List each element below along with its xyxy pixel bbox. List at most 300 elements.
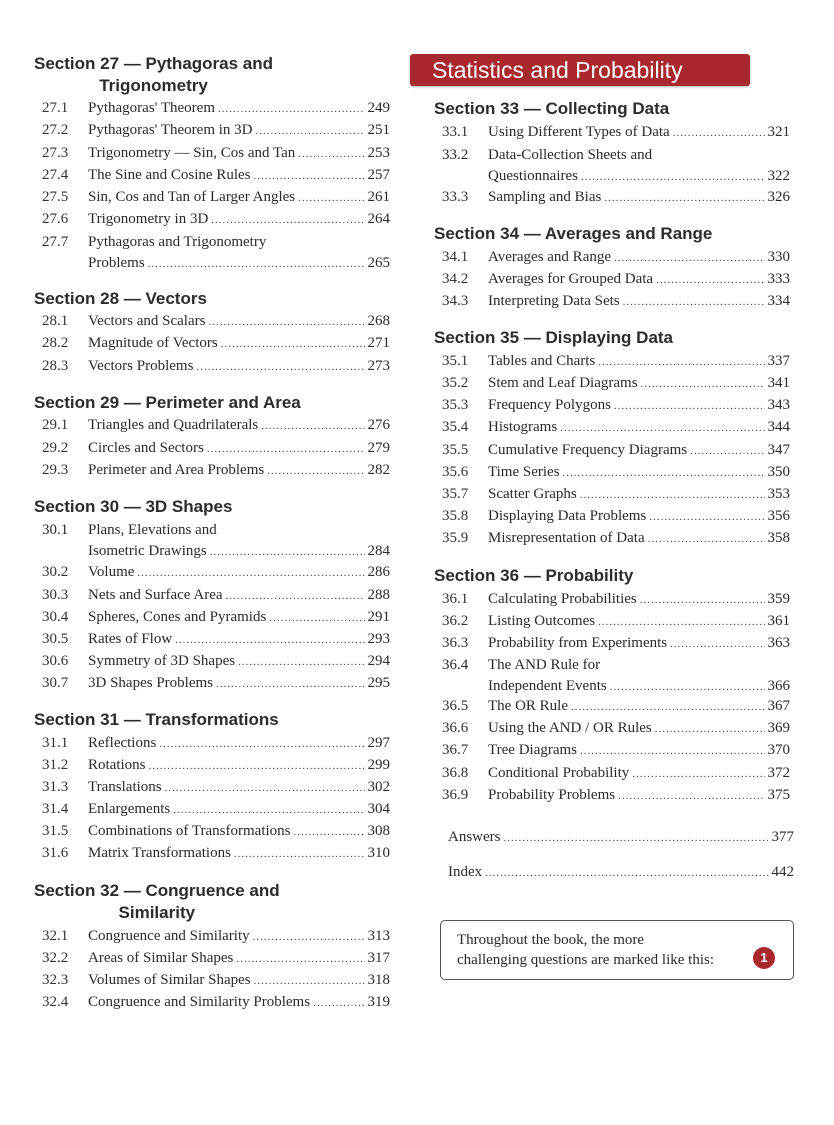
leader-dots: [581, 166, 765, 188]
entry-number: 36.7: [442, 742, 469, 758]
entry-number: 27.3: [42, 145, 69, 161]
entry-title: Congruence and Similarity: [88, 928, 250, 944]
toc-entry[interactable]: [42, 310, 390, 333]
entry-title-line-1: Data-Collection Sheets and: [488, 147, 653, 163]
entry-body: [88, 732, 390, 755]
entry-number: 29.3: [42, 462, 69, 478]
entry-title: Misrepresentation of Data: [488, 530, 645, 546]
entry-title: Rates of Flow: [88, 631, 173, 647]
entry-title: Trigonometry in 3D: [88, 211, 209, 227]
toc-entry[interactable]: [42, 925, 390, 948]
leader-dots: [218, 98, 365, 120]
entry-body: [488, 246, 790, 269]
entry-number: 35.3: [442, 397, 469, 413]
index-label: Index: [448, 864, 483, 880]
entry-number: 30.4: [42, 609, 69, 625]
entry-number: 36.2: [442, 613, 469, 629]
answers-page: 377: [771, 829, 794, 845]
entry-number: 36.9: [442, 787, 469, 803]
entry-title-line-2: Problems: [88, 255, 145, 271]
index-page: 442: [771, 864, 794, 880]
entry-title: Histograms: [488, 419, 558, 435]
leader-dots: [173, 799, 364, 821]
section-heading: [434, 223, 712, 245]
toc-entry[interactable]: [42, 991, 390, 1014]
leader-dots: [641, 373, 765, 395]
toc-entry[interactable]: [42, 208, 390, 231]
leader-dots: [571, 696, 765, 718]
leader-dots: [580, 484, 765, 506]
entry-body: [488, 483, 790, 506]
entry-page: 297: [367, 735, 390, 751]
toc-entry[interactable]: [42, 142, 390, 165]
entry-body: [488, 527, 790, 550]
toc-entry[interactable]: [442, 290, 790, 313]
leader-dots: [670, 633, 764, 655]
leader-dots: [165, 777, 365, 799]
toc-entry[interactable]: [42, 947, 390, 970]
entry-page: 369: [767, 720, 790, 736]
entry-title-line-2-row: [88, 252, 390, 275]
section-heading: [34, 709, 279, 731]
section-heading-line-1: Section 32 — Congruence and: [34, 881, 280, 900]
entry-number: 27.6: [42, 211, 69, 227]
entry-body: [488, 461, 790, 484]
entry-number: 30.7: [42, 675, 69, 691]
leader-dots: [207, 438, 365, 460]
entry-number: 27.1: [42, 100, 69, 116]
entry-page: 264: [367, 211, 390, 227]
entry-page: 343: [767, 397, 790, 413]
leader-dots: [261, 415, 364, 437]
entry-body: [88, 164, 390, 187]
toc-entry[interactable]: [42, 355, 390, 378]
entry-number: 30.1: [42, 522, 69, 538]
entry-body: [488, 695, 790, 718]
toc-entry[interactable]: [442, 632, 790, 655]
challenge-badge-icon: 1: [753, 947, 775, 969]
entry-body: [488, 505, 790, 528]
toc-entry[interactable]: [42, 186, 390, 209]
toc-entry[interactable]: [442, 527, 790, 550]
toc-entry[interactable]: [42, 231, 390, 275]
entry-number: 27.7: [42, 234, 69, 250]
section-heading: [34, 392, 301, 414]
toc-entry[interactable]: [42, 459, 390, 482]
entry-page: 294: [367, 653, 390, 669]
leader-dots: [614, 395, 765, 417]
toc-entry[interactable]: [442, 394, 790, 417]
section-heading: [434, 327, 673, 349]
entry-title: Spheres, Cones and Pyramids: [88, 609, 267, 625]
entry-body: [488, 394, 790, 417]
entry-number: 31.5: [42, 823, 69, 839]
entry-body: [488, 588, 790, 611]
leader-dots: [598, 351, 764, 373]
entry-title-line-2-row: [88, 540, 390, 563]
toc-entry[interactable]: [442, 186, 790, 209]
entry-number: 28.3: [42, 358, 69, 374]
entry-title: Probability from Experiments: [488, 635, 668, 651]
entry-number: 32.3: [42, 972, 69, 988]
leader-dots: [210, 541, 365, 563]
entry-number: 32.4: [42, 994, 69, 1010]
entry-title: Averages and Range: [488, 249, 612, 265]
entry-page: 334: [767, 293, 790, 309]
toc-entry[interactable]: [42, 561, 390, 584]
leader-dots: [234, 843, 365, 865]
entry-title: Conditional Probability: [488, 765, 630, 781]
leader-dots: [254, 970, 365, 992]
entry-body: [488, 416, 790, 439]
entry-body: [88, 355, 390, 378]
leader-dots: [253, 165, 364, 187]
entry-number: 34.2: [442, 271, 469, 287]
toc-entry[interactable]: [42, 97, 390, 120]
section-heading-line-1: Section 31 — Transformations: [34, 710, 279, 729]
leader-dots: [208, 311, 364, 333]
toc-entry[interactable]: [42, 119, 390, 142]
entry-title: Circles and Sectors: [88, 440, 204, 456]
section-heading-line-1: Section 35 — Displaying Data: [434, 328, 674, 347]
entry-title-line-2-row: [488, 165, 790, 188]
entry-title: Tables and Charts: [488, 353, 596, 369]
entry-number: 30.3: [42, 587, 69, 603]
toc-entry[interactable]: [42, 842, 390, 865]
entry-body: [88, 925, 390, 948]
leader-dots: [563, 462, 765, 484]
section-heading: [34, 288, 207, 310]
entry-title: 3D Shapes Problems: [88, 675, 213, 691]
entry-page: 358: [767, 530, 790, 546]
leader-dots: [618, 785, 764, 807]
entry-body: [88, 991, 390, 1014]
leader-dots: [623, 291, 765, 313]
toc-entry[interactable]: [442, 350, 790, 373]
entry-title: Interpreting Data Sets: [488, 293, 620, 309]
entry-number: 28.2: [42, 335, 69, 351]
statistics-probability-banner: Statistics and Probability: [410, 54, 750, 86]
toc-entry[interactable]: [42, 584, 390, 607]
toc-entry[interactable]: [442, 505, 790, 528]
toc-entry[interactable]: [42, 820, 390, 843]
entry-number: 33.1: [442, 124, 469, 140]
leader-dots: [211, 209, 364, 231]
entry-page: 304: [367, 801, 390, 817]
entry-page: 359: [767, 591, 790, 607]
toc-entry[interactable]: [442, 695, 790, 718]
entry-body: [88, 798, 390, 821]
entry-number: 35.6: [442, 464, 469, 480]
entry-page: 353: [767, 486, 790, 502]
entry-page: 337: [767, 353, 790, 369]
entry-number: 28.1: [42, 313, 69, 329]
note-line-1: Throughout the book, the more: [457, 932, 645, 948]
entry-title: Sampling and Bias: [488, 189, 602, 205]
leader-dots: [255, 120, 364, 142]
toc-entry[interactable]: [442, 588, 790, 611]
entry-title: Triangles and Quadrilaterals: [88, 417, 259, 433]
entry-body: [488, 610, 790, 633]
leader-dots: [504, 827, 769, 849]
entry-number: 29.2: [42, 440, 69, 456]
entry-title-line-2: Isometric Drawings: [88, 543, 207, 559]
section-heading-line-1: Section 28 — Vectors: [34, 289, 207, 308]
section-heading-line-1: Section 33 — Collecting Data: [434, 99, 670, 118]
challenge-note-box: [440, 920, 794, 980]
entry-page: 268: [367, 313, 390, 329]
entry-number: 35.4: [442, 419, 469, 435]
entry-body: [88, 820, 390, 843]
entry-page: 284: [367, 543, 390, 559]
leader-dots: [226, 585, 365, 607]
entry-body: [88, 628, 390, 651]
entry-page: 273: [367, 358, 390, 374]
section-heading-line-1: Section 29 — Perimeter and Area: [34, 393, 301, 412]
entry-page: 375: [767, 787, 790, 803]
toc-entry[interactable]: [42, 437, 390, 460]
entry-page: 295: [367, 675, 390, 691]
entry-title: Volumes of Similar Shapes: [88, 972, 251, 988]
entry-title: Trigonometry — Sin, Cos and Tan: [88, 145, 296, 161]
leader-dots: [673, 122, 765, 144]
entry-title: Perimeter and Area Problems: [88, 462, 265, 478]
entry-title: Volume: [88, 564, 135, 580]
entry-number: 30.5: [42, 631, 69, 647]
entry-title: The OR Rule: [488, 698, 568, 714]
entry-title: Translations: [88, 779, 162, 795]
entry-number: 36.8: [442, 765, 469, 781]
entry-body: [88, 584, 390, 607]
toc-entry[interactable]: [42, 519, 390, 563]
entry-body: [488, 268, 790, 291]
entry-number: 35.9: [442, 530, 469, 546]
note-line-2: challenging questions are marked like this:: [457, 952, 715, 968]
entry-page: 321: [767, 124, 790, 140]
toc-entry[interactable]: [442, 784, 790, 807]
entry-body: [88, 332, 390, 355]
entry-body: [488, 121, 790, 144]
entry-body: [88, 208, 390, 231]
entry-page: 350: [767, 464, 790, 480]
leader-dots: [604, 187, 764, 209]
leader-dots: [485, 862, 768, 884]
entry-body: [88, 650, 390, 673]
entry-number: 36.6: [442, 720, 469, 736]
entry-number: 27.4: [42, 167, 69, 183]
entry-body: [488, 439, 790, 462]
toc-entry[interactable]: [42, 754, 390, 777]
entry-body: [88, 776, 390, 799]
toc-entry[interactable]: [42, 332, 390, 355]
entry-number: 27.5: [42, 189, 69, 205]
entry-body: [88, 672, 390, 695]
leader-dots: [656, 269, 764, 291]
entry-body: [88, 437, 390, 460]
entry-page: 361: [767, 613, 790, 629]
leader-dots: [648, 528, 765, 550]
leader-dots: [196, 356, 364, 378]
toc-entry[interactable]: [42, 650, 390, 673]
leader-dots: [221, 333, 365, 355]
entry-number: 35.8: [442, 508, 469, 524]
entry-number: 35.2: [442, 375, 469, 391]
entry-page: 356: [767, 508, 790, 524]
entry-title: The Sine and Cosine Rules: [88, 167, 251, 183]
toc-entry[interactable]: [442, 144, 790, 188]
entry-page: 261: [367, 189, 390, 205]
entry-number: 35.1: [442, 353, 469, 369]
toc-entry[interactable]: [442, 654, 790, 698]
entry-number: 36.5: [442, 698, 469, 714]
leader-dots: [655, 718, 765, 740]
toc-entry[interactable]: [42, 606, 390, 629]
section-heading: [34, 880, 280, 924]
entry-body: [88, 414, 390, 437]
toc-entry[interactable]: [442, 762, 790, 785]
toc-entry[interactable]: [42, 672, 390, 695]
leader-dots: [175, 629, 364, 651]
toc-entry[interactable]: [42, 164, 390, 187]
entry-title: Sin, Cos and Tan of Larger Angles: [88, 189, 296, 205]
leader-dots: [298, 187, 364, 209]
toc-entry[interactable]: [442, 439, 790, 462]
toc-entry[interactable]: [442, 372, 790, 395]
toc-entry[interactable]: [442, 739, 790, 762]
answers-entry[interactable]: [448, 826, 794, 849]
entry-number: 31.1: [42, 735, 69, 751]
entry-page: 291: [367, 609, 390, 625]
toc-entry[interactable]: [42, 628, 390, 651]
entry-body: [88, 119, 390, 142]
toc-entry[interactable]: [442, 483, 790, 506]
leader-dots: [159, 733, 364, 755]
entry-page: 333: [767, 271, 790, 287]
entry-body: [88, 186, 390, 209]
entry-page: 308: [367, 823, 390, 839]
toc-entry[interactable]: [42, 969, 390, 992]
section-heading-line-1: Section 30 — 3D Shapes: [34, 497, 233, 516]
entry-page: 313: [367, 928, 390, 944]
entry-body: [88, 842, 390, 865]
entry-number: 35.7: [442, 486, 469, 502]
entry-number: 33.3: [442, 189, 469, 205]
entry-page: 257: [367, 167, 390, 183]
entry-page: 302: [367, 779, 390, 795]
entry-page: 299: [367, 757, 390, 773]
toc-entry[interactable]: [442, 416, 790, 439]
leader-dots: [148, 253, 365, 275]
toc-entry[interactable]: [42, 776, 390, 799]
entry-body: [88, 142, 390, 165]
entry-number: 34.1: [442, 249, 469, 265]
entry-title: Time Series: [488, 464, 560, 480]
entry-title: Rotations: [88, 757, 146, 773]
toc-entry[interactable]: [42, 798, 390, 821]
entry-page: 344: [767, 419, 790, 435]
entry-number: 34.3: [442, 293, 469, 309]
index-entry[interactable]: [448, 861, 794, 884]
entry-title-line-2: Independent Events: [488, 678, 607, 694]
entry-page: 318: [367, 972, 390, 988]
entry-number: 30.6: [42, 653, 69, 669]
entry-page: 251: [367, 122, 390, 138]
entry-number: 27.2: [42, 122, 69, 138]
entry-body: [488, 350, 790, 373]
entry-body: [88, 310, 390, 333]
entry-title: Calculating Probabilities: [488, 591, 637, 607]
entry-title: Enlargements: [88, 801, 171, 817]
entry-title: Matrix Transformations: [88, 845, 231, 861]
leader-dots: [614, 247, 764, 269]
entry-page: 322: [767, 168, 790, 184]
leader-dots: [632, 763, 764, 785]
leader-dots: [236, 948, 364, 970]
entry-title: Stem and Leaf Diagrams: [488, 375, 638, 391]
toc-entry[interactable]: [442, 461, 790, 484]
section-heading: [434, 98, 669, 120]
leader-dots: [640, 589, 765, 611]
section-heading-line-2: Similarity: [118, 903, 196, 922]
entry-title: Cumulative Frequency Diagrams: [488, 442, 688, 458]
toc-entry[interactable]: [442, 717, 790, 740]
entry-title: Averages for Grouped Data: [488, 271, 654, 287]
entry-page: 366: [767, 678, 790, 694]
entry-number: 31.3: [42, 779, 69, 795]
entry-title: Areas of Similar Shapes: [88, 950, 234, 966]
leader-dots: [267, 460, 364, 482]
entry-title-line-1: Pythagoras and Trigonometry: [88, 234, 267, 250]
section-heading-line-1: Section 36 — Probability: [434, 566, 634, 585]
entry-page: 282: [367, 462, 390, 478]
leader-dots: [560, 417, 764, 439]
entry-page: 293: [367, 631, 390, 647]
entry-number: 30.2: [42, 564, 69, 580]
entry-page: 288: [367, 587, 390, 603]
entry-page: 317: [367, 950, 390, 966]
entry-body: [488, 632, 790, 655]
leader-dots: [294, 821, 365, 843]
leader-dots: [580, 740, 764, 762]
entry-number: 36.1: [442, 591, 469, 607]
leader-dots: [253, 926, 365, 948]
toc-entry[interactable]: [42, 732, 390, 755]
section-heading: [34, 53, 273, 97]
entry-body: [88, 606, 390, 629]
entry-page: 372: [767, 765, 790, 781]
entry-page: 370: [767, 742, 790, 758]
entry-number: 31.4: [42, 801, 69, 817]
leader-dots: [598, 611, 764, 633]
entry-page: 363: [767, 635, 790, 651]
toc-entry[interactable]: [442, 246, 790, 269]
entry-title: Probability Problems: [488, 787, 616, 803]
toc-entry[interactable]: [442, 268, 790, 291]
entry-title: Symmetry of 3D Shapes: [88, 653, 236, 669]
entry-page: 276: [367, 417, 390, 433]
toc-entry[interactable]: [442, 121, 790, 144]
toc-entry[interactable]: [42, 414, 390, 437]
entry-body: [488, 290, 790, 313]
toc-entry[interactable]: [442, 610, 790, 633]
entry-title-line-1: The AND Rule for: [488, 657, 601, 673]
entry-page: 271: [367, 335, 390, 351]
section-heading: [434, 565, 633, 587]
entry-title: Vectors Problems: [88, 358, 194, 374]
entry-title: Scatter Graphs: [488, 486, 577, 502]
leader-dots: [149, 755, 365, 777]
entry-title: Pythagoras' Theorem: [88, 100, 215, 116]
